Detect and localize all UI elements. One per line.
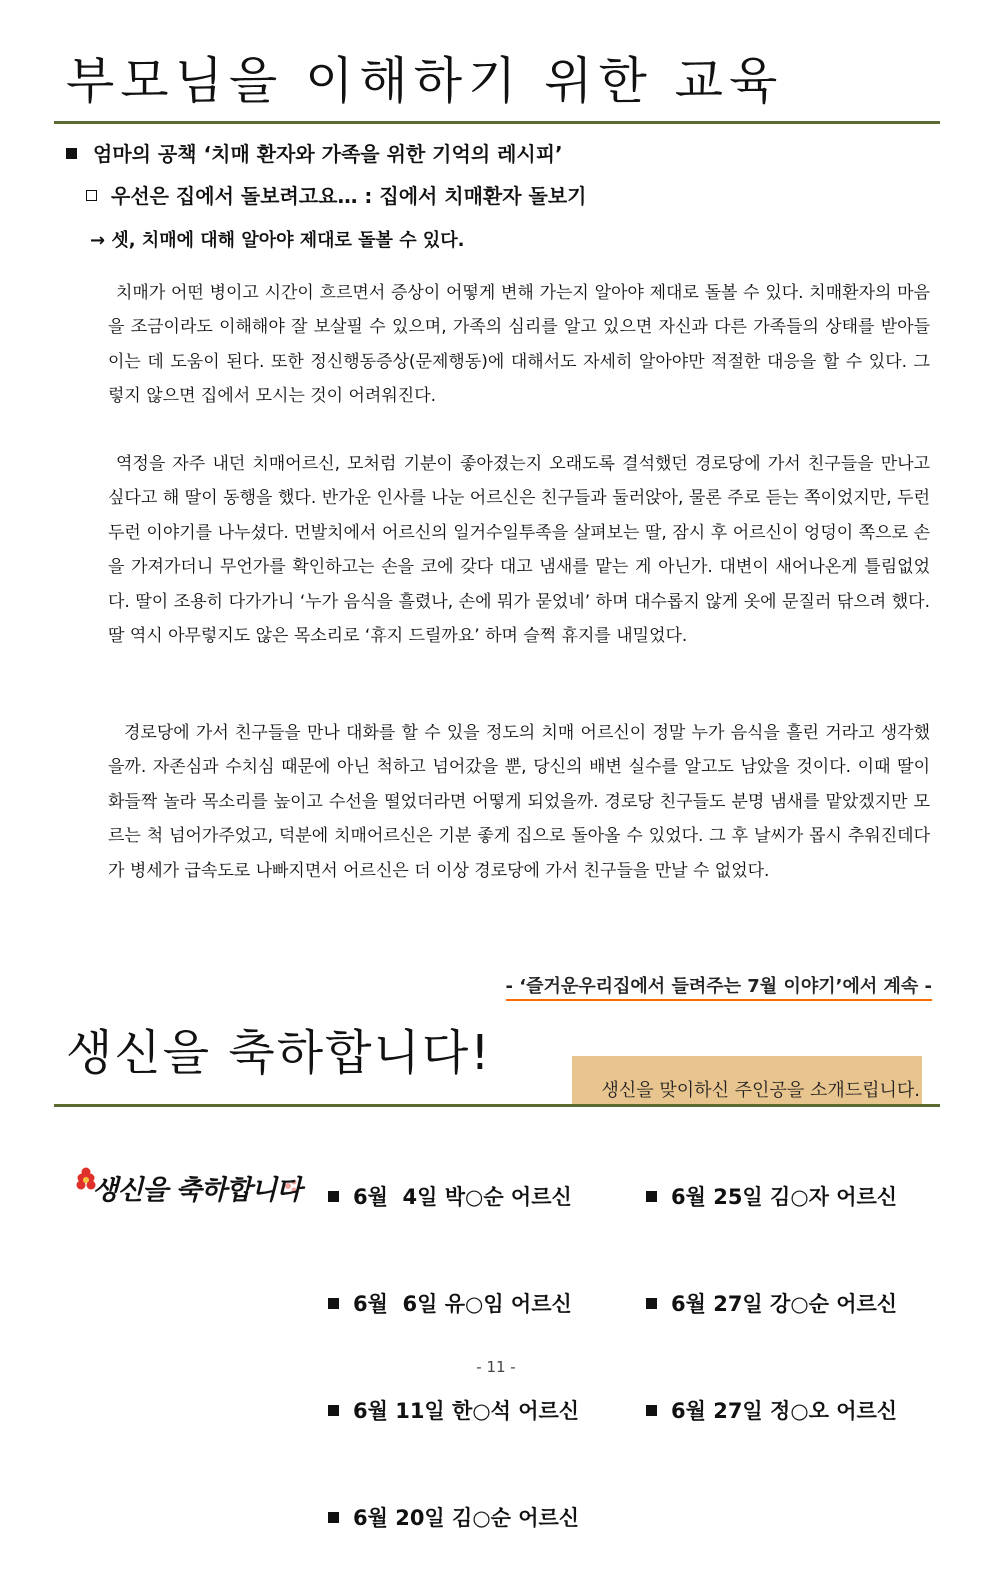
sub-heading-text: 우선은 집에서 돌보려고요… : 집에서 치매환자 돌보기 (111, 184, 587, 208)
birthday-logo-text: 생신을 축하합니다 (92, 1175, 302, 1206)
arrow-heading: → 셋, 치매에 대해 알아야 제대로 돌볼 수 있다. (90, 230, 465, 251)
hollow-square-bullet-icon (86, 190, 97, 201)
title-divider (54, 121, 940, 124)
square-bullet-icon (66, 148, 77, 159)
square-bullet-icon (646, 1405, 657, 1416)
page-title: 부모님을 이해하기 위한 교육 (66, 52, 784, 110)
square-bullet-icon (328, 1298, 339, 1309)
list-item: 6월 4일 박○순 어르신 (328, 1181, 579, 1224)
square-bullet-icon (328, 1512, 339, 1523)
square-bullet-icon (328, 1405, 339, 1416)
birthday-list-right (646, 1117, 897, 1470)
birthday-banner-text: 생신을 맞이하신 주인공을 소개드립니다. (601, 1080, 920, 1101)
source-note: - ‘즐거운우리집에서 들려주는 7월 이야기’에서 계속 - (506, 972, 933, 1001)
square-bullet-icon (646, 1298, 657, 1309)
square-bullet-icon (328, 1191, 339, 1202)
paragraph-1: 치매가 어떤 병이고 시간이 흐르면서 증상이 어떻게 변해 가는지 알아야 제대로 돌볼 수 있다. 치매환자의 마음을 조금이라도 이해해야 잘 보살필 수 있으며, 가족의 심리를 알고 있으면 자신과 다른 가족들의 상태를 받아들이는 데 도움이 된다. 또한 정신행동증상(문제행동)에 대해서도 자세히 알아야만 적절한 대응을 할 수 있다. 그렇지 않으면 집에서 모시는 것이 어려워진다. (108, 283, 930, 407)
list-item: 6월 20일 김○순 어르신 (328, 1502, 579, 1545)
birthday-banner (572, 1056, 922, 1104)
list-item: 6월 6일 유○임 어르신 (328, 1288, 579, 1331)
square-bullet-icon (646, 1191, 657, 1202)
birthday-logo (70, 1160, 300, 1220)
paragraph-2: 역정을 자주 내던 치매어르신, 모처럼 기분이 좋아졌는지 오래도록 결석했던 경로당에 가서 친구들을 만나고 싶다고 해 딸이 동행을 했다. 반가운 인사를 나눈 어르신은 친구들과 둘러앉아, 물론 주로 듣는 쪽이었지만, 두런두런 이야기를 나누셨다. 먼발치에서 어르신의 일거수일투족을 살펴보는 딸, 잠시 후 어르신이 엉덩이 쪽으로 손을 가져가더니 무언가를 확인하고는 손을 코에 갖다 대고 냄새를 맡는 게 아닌가. 대변이 새어나온게 틀림없었다. 딸이 조용히 다가가니 ‘누가 음식을 흘렸나, 손에 뭐가 묻었네’ 하며 대수롭지 않게 옷에 문질러 닦으려 했다. 딸 역시 아무렇지도 않은 목소리로 ‘휴지 드릴까요’ 하며 슬쩍 휴지를 내밀었다. (108, 454, 930, 647)
page-number: - 11 - (476, 1358, 516, 1376)
list-item: 6월 11일 한○석 어르신 (328, 1395, 579, 1438)
list-item: 6월 25일 김○자 어르신 (646, 1181, 897, 1224)
birthday-list-left (328, 1117, 579, 1577)
section-heading (66, 138, 563, 167)
section-heading-text: 엄마의 공책 ‘치매 환자와 가족을 위한 기억의 레시피’ (93, 142, 563, 166)
list-item: 6월 27일 정○오 어르신 (646, 1395, 897, 1438)
paragraph-3: 경로당에 가서 친구들을 만나 대화를 할 수 있을 정도의 치매 어르신이 정말 누가 음식을 흘린 거라고 생각했을까. 자존심과 수치심 때문에 아닌 척하고 넘어갔을 뿐, 당신의 배변 실수를 알고도 남았을 것이다. 이때 딸이 화들짝 놀라 목소리를 높이고 수선을 떨었더라면 어떻게 되었을까. 경로당 친구들도 분명 냄새를 맡았겠지만 모르는 척 넘어가주었고, 덕분에 치매어르신은 기분 좋게 집으로 돌아올 수 있었다. 그 후 날씨가 몹시 추워진데다가 병세가 급속도로 나빠지면서 어르신은 더 이상 경로당에 가서 친구들을 만날 수 없었다. (108, 723, 930, 881)
sub-heading (86, 180, 587, 209)
birthday-divider (54, 1104, 940, 1107)
list-item: 6월 27일 강○순 어르신 (646, 1288, 897, 1331)
birthday-title: 생신을 축하합니다! (66, 1025, 492, 1081)
